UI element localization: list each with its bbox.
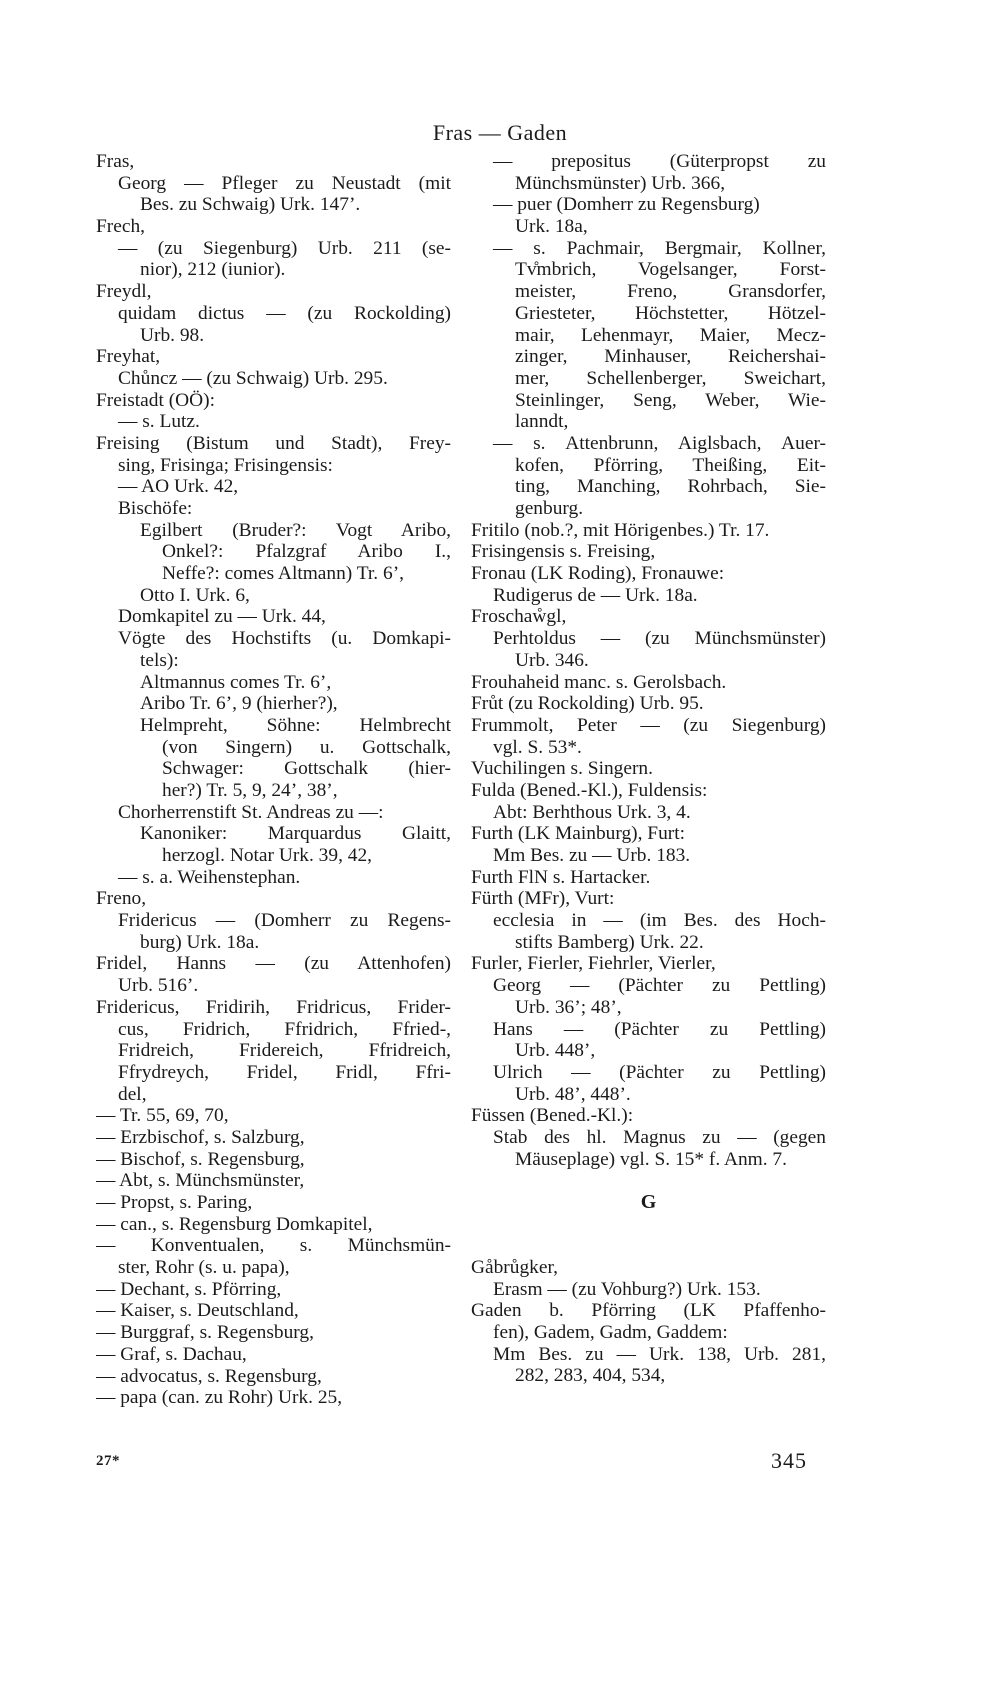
index-line: — s. Lutz. xyxy=(118,411,200,433)
page-header: Fras — Gaden xyxy=(432,120,568,145)
index-line: her?) Tr. 5, 9, 24’, 38’, xyxy=(162,779,338,801)
index-line: Steinlinger, Seng, Weber, Wie- xyxy=(515,389,826,411)
index-line: Domkapitel zu — Urk. 44, xyxy=(118,606,326,628)
index-line: Georg — (Pächter zu Pettling) xyxy=(493,975,826,997)
index-line: del, xyxy=(118,1083,147,1105)
index-line: ecclesia in — (im Bes. des Hoch- xyxy=(493,910,826,932)
index-column-right xyxy=(471,151,826,1387)
index-line: — Burggraf, s. Regensburg, xyxy=(96,1322,314,1344)
index-line: Fridel, Hanns — (zu Attenhofen) xyxy=(96,953,451,975)
index-line: Fulda (Bened.-Kl.), Fuldensis: xyxy=(471,779,708,801)
index-line: — Kaiser, s. Deutschland, xyxy=(96,1300,299,1322)
index-line: Gåbrůgker, xyxy=(471,1257,558,1278)
index-line: Helmpreht, Söhne: Helmbrecht xyxy=(140,714,451,736)
index-line: Freising (Bistum und Stadt), Frey- xyxy=(96,432,451,454)
index-line: Urb. 36’; 48’, xyxy=(515,996,622,1018)
index-line: Furth (LK Mainburg), Furt: xyxy=(471,823,686,845)
index-line: Freistadt (OÖ): xyxy=(96,389,216,411)
index-line: — prepositus (Güterpropst zu xyxy=(493,151,826,172)
index-line: Onkel?: Pfalzgraf Aribo I., xyxy=(162,541,451,563)
index-line: Frisingensis s. Freising, xyxy=(471,541,656,563)
index-line: Altmannus comes Tr. 6’, xyxy=(140,671,332,693)
index-line: — Dechant, s. Pförring, xyxy=(96,1278,282,1300)
index-line: meister, Freno, Gransdorfer, xyxy=(515,281,826,303)
index-line: cus, Fridrich, Ffridrich, Ffried-, xyxy=(118,1018,451,1040)
index-line: sing, Frisinga; Frisingensis: xyxy=(118,454,333,476)
index-line: Tv̊mbrich, Vogelsanger, Forst- xyxy=(515,259,826,281)
index-line: Urb. 346. xyxy=(515,649,589,671)
index-line: — Graf, s. Dachau, xyxy=(96,1343,247,1365)
index-line: Fridreich, Fridereich, Ffridreich, xyxy=(118,1040,451,1062)
index-line: Fürth (MFr), Vurt: xyxy=(471,888,615,910)
index-line: — advocatus, s. Regensburg, xyxy=(96,1365,322,1387)
left-entries xyxy=(96,151,451,1409)
index-line: stifts Bamberg) Urk. 22. xyxy=(515,931,704,953)
index-line: Ulrich — (Pächter zu Pettling) xyxy=(493,1061,826,1083)
index-line: Bes. zu Schwaig) Urk. 147’. xyxy=(140,194,361,216)
index-line: nior), 212 (iunior). xyxy=(140,259,286,281)
index-line: Freno, xyxy=(96,888,147,910)
index-line: quidam dictus — (zu Rockolding) xyxy=(118,302,451,324)
index-line: zinger, Minhauser, Reichershai- xyxy=(515,346,826,368)
index-line: Abt: Berhthous Urk. 3, 4. xyxy=(493,801,691,823)
index-line: — (zu Siegenburg) Urb. 211 (se- xyxy=(118,237,451,259)
section-heading-g: G xyxy=(640,1191,657,1214)
index-line: 282, 283, 404, 534, xyxy=(515,1365,666,1387)
index-line: Vögte des Hochstifts (u. Domkapi- xyxy=(118,628,451,650)
index-line: Otto I. Urk. 6, xyxy=(140,584,250,606)
index-line: Urb. 448’, xyxy=(515,1040,596,1062)
index-line: Perhtoldus — (zu Münchsmünster) xyxy=(493,628,826,650)
index-line: — puer (Domherr zu Regensburg) xyxy=(493,194,760,216)
index-line: Gaden b. Pförring (LK Pfaffenho- xyxy=(471,1300,826,1322)
index-line: Freyhat, xyxy=(96,346,161,368)
index-line: — papa (can. zu Rohr) Urk. 25, xyxy=(96,1387,343,1409)
index-line: Griesteter, Höchstetter, Hötzel- xyxy=(515,302,826,324)
index-line: — Erzbischof, s. Salzburg, xyxy=(96,1126,305,1148)
index-line: Georg — Pfleger zu Neustadt (mit xyxy=(118,172,451,194)
index-line: Hans — (Pächter zu Pettling) xyxy=(493,1018,826,1040)
index-line: Fritilo (nob.?, mit Hörigenbes.) Tr. 17. xyxy=(471,519,770,541)
index-line: Ffrydreych, Fridel, Fridl, Ffri- xyxy=(118,1061,451,1083)
index-column-left xyxy=(96,151,451,1409)
index-line: Fridericus — (Domherr zu Regens- xyxy=(118,910,451,932)
index-line: burg) Urk. 18a. xyxy=(140,931,260,953)
index-line: — Bischof, s. Regensburg, xyxy=(96,1148,305,1170)
index-line: mair, Lehenmayr, Maier, Mecz- xyxy=(515,324,826,346)
index-line: Frůt (zu Rockolding) Urb. 95. xyxy=(471,693,704,715)
index-line: Froschaẘgl, xyxy=(471,606,567,628)
index-line: Aribo Tr. 6’, 9 (hierher?), xyxy=(140,693,338,715)
index-line: Mm Bes. zu — Urb. 183. xyxy=(493,845,691,866)
index-line: ting, Manching, Rohrbach, Sie- xyxy=(515,476,826,498)
index-line: Chůncz — (zu Schwaig) Urb. 295. xyxy=(118,367,388,389)
right-entries-g xyxy=(471,1257,826,1387)
index-line: Urk. 18a, xyxy=(515,216,588,238)
signature-mark: 27* xyxy=(96,1453,120,1469)
index-line: Furler, Fierler, Fiehrler, Vierler, xyxy=(471,953,716,975)
index-line: Stab des hl. Magnus zu — (gegen xyxy=(493,1126,826,1148)
index-line: Kanoniker: Marquardus Glaitt, xyxy=(140,823,451,845)
index-line: — s. a. Weihenstephan. xyxy=(118,866,301,888)
index-line: (von Singern) u. Gottschalk, xyxy=(162,736,451,758)
index-line: Fronau (LK Roding), Fronauwe: xyxy=(471,563,725,585)
index-line: Füssen (Bened.-Kl.): xyxy=(471,1105,634,1127)
index-line: Frech, xyxy=(96,216,145,238)
index-line: — Propst, s. Paring, xyxy=(96,1192,253,1213)
index-line: genburg. xyxy=(515,498,584,519)
page-number: 345 xyxy=(771,1448,807,1473)
index-line: mer, Schellenberger, Sweichart, xyxy=(515,367,826,389)
index-line: Vuchilingen s. Singern. xyxy=(471,758,653,780)
index-line: Bischöfe: xyxy=(118,498,193,519)
index-line: Frummolt, Peter — (zu Siegenburg) xyxy=(471,714,826,736)
index-line: Freydl, xyxy=(96,281,152,303)
index-line: — Abt, s. Münchsmünster, xyxy=(96,1170,305,1192)
index-line: fen), Gadem, Gadm, Gaddem: xyxy=(493,1322,728,1344)
index-line: Urb. 48’, 448’. xyxy=(515,1083,631,1105)
index-line: Erasm — (zu Vohburg?) Urk. 153. xyxy=(493,1278,761,1300)
index-line: Frouhaheid manc. s. Gerolsbach. xyxy=(471,671,727,693)
index-line: ster, Rohr (s. u. papa), xyxy=(118,1257,290,1279)
index-line: — s. Pachmair, Bergmair, Kollner, xyxy=(493,237,826,259)
index-line: kofen, Pförring, Theißing, Eit- xyxy=(515,454,826,476)
index-line: Fridericus, Fridirih, Fridricus, Frider- xyxy=(96,996,451,1018)
index-line: Rudigerus de — Urk. 18a. xyxy=(493,584,698,606)
index-line: — Konventualen, s. Münchsmün- xyxy=(96,1235,451,1257)
index-line: Schwager: Gottschalk (hier- xyxy=(162,758,451,780)
index-line: lanndt, xyxy=(515,411,569,433)
index-line: Mm Bes. zu — Urk. 138, Urb. 281, xyxy=(493,1343,826,1365)
index-line: Chorherrenstift St. Andreas zu —: xyxy=(118,801,384,823)
index-line: Urb. 516’. xyxy=(118,975,199,997)
index-line: — Tr. 55, 69, 70, xyxy=(96,1105,229,1127)
index-line: Münchsmünster) Urb. 366, xyxy=(515,172,726,194)
index-line: Mäuseplage) vgl. S. 15* f. Anm. 7. xyxy=(515,1148,787,1170)
index-line: vgl. S. 53*. xyxy=(493,736,582,758)
right-entries-f xyxy=(471,151,826,1170)
index-line: herzogl. Notar Urk. 39, 42, xyxy=(162,845,373,866)
index-line: Neffe?: comes Altmann) Tr. 6’, xyxy=(162,563,404,585)
index-line: Fras, xyxy=(96,151,135,172)
index-line: Egilbert (Bruder?: Vogt Aribo, xyxy=(140,519,451,541)
index-line: Furth FlN s. Hartacker. xyxy=(471,866,651,888)
index-line: Urb. 98. xyxy=(140,324,205,346)
index-line: — s. Attenbrunn, Aiglsbach, Auer- xyxy=(493,432,826,454)
index-line: tels): xyxy=(140,649,179,671)
index-line: — can., s. Regensburg Domkapitel, xyxy=(96,1213,373,1235)
index-line: — AO Urk. 42, xyxy=(118,476,239,498)
